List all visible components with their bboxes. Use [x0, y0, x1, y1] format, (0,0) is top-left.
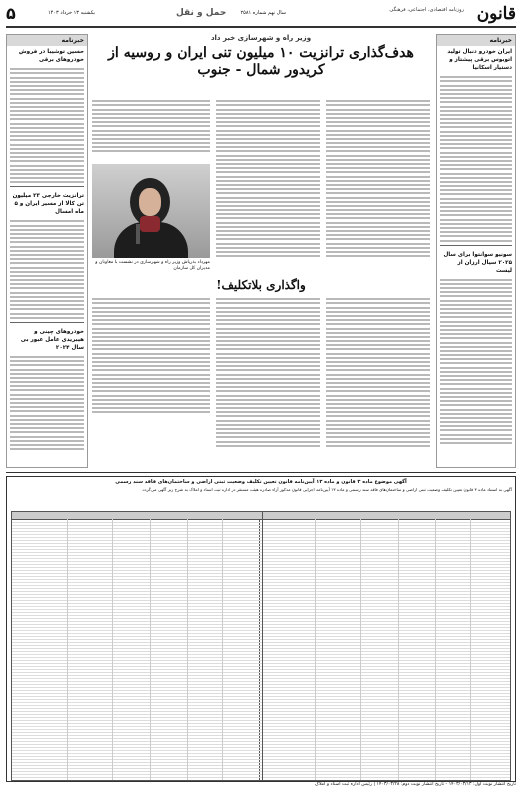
news-title: ترانزیت خارجی ۲۳ میلیون تن کالا از مسیر ایران و ۵ ماه امسال: [12, 193, 84, 216]
column-header: خبرنامه: [7, 35, 87, 46]
text-column: [92, 98, 210, 155]
text-column: [92, 296, 210, 415]
notice-text: آگهی به استناد ماده ۳ قانون تعیین تکلیف وضعیت ثبتی اراضی و ساختمان‌های فاقد سند رسمی و ماده ۱۳ آیین‌نامه اجرایی قانون مذکور آراء صادره هیئت مستقر در اداره ثبت اسناد و املاک به شرح زیر آگهی می‌گردد.: [141, 487, 512, 492]
notice-footer: تاریخ انتشار نوبت اول: ۱۴۰۳/۰۳/۱۳ - تاریخ انتشار نوبت دوم: ۱۴۰۳/۰۳/۲۸ | رئیس اداره ثبت اسناد و املاک: [314, 782, 516, 787]
second-headline: واگذاری بلاتکلیف!: [216, 278, 306, 292]
text-column: [216, 98, 320, 259]
second-story-body: [92, 296, 430, 464]
divider: [10, 186, 84, 187]
legal-notice: [6, 476, 516, 782]
column-header: خبرنامه: [437, 35, 515, 46]
story-body: [92, 98, 430, 273]
issue-number: سال نهم شماره ۲۵۸۱: [240, 10, 286, 16]
records-table: [259, 511, 511, 781]
story-kicker: وزیر راه و شهرسازی خبر داد: [210, 34, 312, 42]
news-title: ایران خودرو دنبال تولید اتوبوس برقی پیشتاز و دستیار اسکانیا: [447, 49, 512, 71]
table-header: [12, 512, 262, 520]
notice-title: آگهی موضوع ماده ۳ قانون و ماده ۱۳ آیین‌نامه قانون تعیین تکلیف وضعیت ثبتی اراضی و ساختمان‌های فاقد سند رسمی: [115, 479, 407, 485]
table-row: [260, 775, 510, 778]
records-table: [11, 511, 263, 781]
issue-date: یکشنبه ۱۳ خرداد ۱۴۰۳: [48, 10, 95, 16]
news-body: [7, 356, 87, 450]
lead-story: [92, 34, 430, 466]
section-title: حمل و نقل: [176, 8, 227, 18]
masthead: [6, 4, 516, 28]
news-body: [437, 76, 515, 241]
news-title: خودروهای چینی و هیبریدی عامل عبور بی سال ۲۰۲۴: [20, 328, 84, 351]
left-news-column: [6, 34, 88, 468]
news-body: [7, 68, 87, 183]
text-column: [216, 296, 320, 449]
text-column: [326, 98, 430, 259]
text-column: [326, 296, 430, 449]
section-divider: [6, 472, 516, 473]
right-news-column: [436, 34, 516, 468]
page-number: ۵: [6, 4, 16, 23]
official-photo: [92, 164, 210, 258]
tagline: روزنامه اقتصادی، اجتماعی، فرهنگی: [389, 7, 464, 13]
newspaper-logo: قانون: [476, 4, 516, 24]
table-header: [260, 512, 510, 520]
news-body: [7, 220, 87, 318]
photo-caption: مهرداد بذرپاش وزیر راه و شهرسازی در نشست با معاونان و مدیران کل سازمان: [95, 260, 210, 271]
divider: [10, 322, 84, 323]
news-title: سونیو سوانتوا برای سال ۲۰۲۵ سیال ارزان از لیست: [443, 251, 512, 274]
story-headline: هدف‌گذاری ترانزیت ۱۰ میلیون تنی ایران و روسیه از کریدور شمال - جنوب: [108, 45, 414, 78]
news-title: حسین توشیبا در فروش خودروهای برقی: [18, 49, 84, 63]
divider: [440, 245, 512, 246]
news-body: [437, 279, 515, 444]
table-row: [12, 775, 262, 778]
